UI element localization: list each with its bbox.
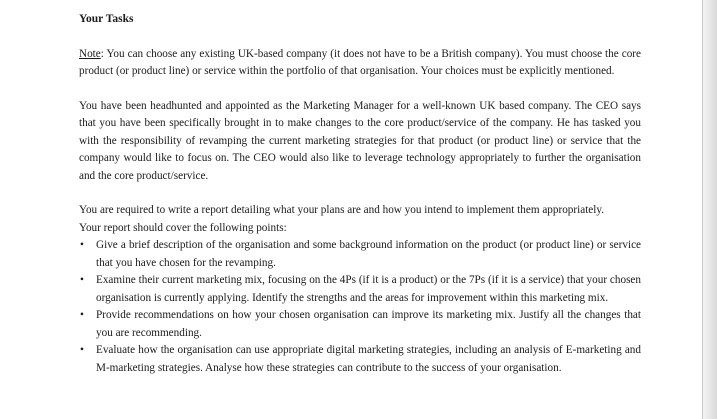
scenario-paragraph: You have been headhunted and appointed as the Marketing Manager for a well-known UK based company. The CEO says that you have been specifically brought in to make changes to the core product/service of the company. He has tasked you with the responsibility of revamping the current marketing strategies for that product (or product line) or service that the company would like to focus on. The CEO would also like to leverage technology appropriately to further the organisation and the core product/service. xyxy=(79,99,641,182)
bullet-icon: • xyxy=(80,344,84,356)
list-item xyxy=(79,307,641,342)
page-edge-shadow xyxy=(702,0,717,419)
bullet-icon: • xyxy=(80,309,84,321)
list-item xyxy=(79,237,641,272)
page-title: Your Tasks xyxy=(79,13,134,25)
bullet-icon: • xyxy=(80,239,84,251)
list-item-text: Give a brief description of the organisation and some background information on the product (or product line) or service that you have chosen for the revamping. xyxy=(96,239,641,269)
list-item xyxy=(79,272,641,307)
note-paragraph xyxy=(79,46,641,81)
requirement-intro-line-2: Your report should cover the following points: xyxy=(79,221,287,234)
note-text: : You can choose any existing UK-based company (it does not have to be a British company). You must choose the core product (or product line) or service within the portfolio of that organisation. Your choices must be explicitly mentioned. xyxy=(79,47,641,77)
note-label: Note xyxy=(79,47,101,60)
requirements-list xyxy=(79,237,641,377)
requirement-intro-line-1: You are required to write a report detailing what your plans are and how you intend to implement them appropriately. xyxy=(79,204,605,216)
bullet-icon: • xyxy=(80,274,84,286)
list-item-text: Provide recommendations on how your chosen organisation can improve its marketing mix. Justify all the changes that you are recommending. xyxy=(96,309,641,339)
list-item-text: Evaluate how the organisation can use appropriate digital marketing strategies, including an analysis of E-marketing and M-marketing strategies. Analyse how these strategies can contribute to the success of your organisation. xyxy=(96,344,641,374)
list-item-text: Examine their current marketing mix, focusing on the 4Ps (if it is a product) or the 7Ps (if it is a service) that your chosen organisation is currently applying. Identify the strengths and the areas for improvement within this marketing mix. xyxy=(96,274,641,304)
list-item xyxy=(79,342,641,377)
document-page xyxy=(79,11,641,377)
